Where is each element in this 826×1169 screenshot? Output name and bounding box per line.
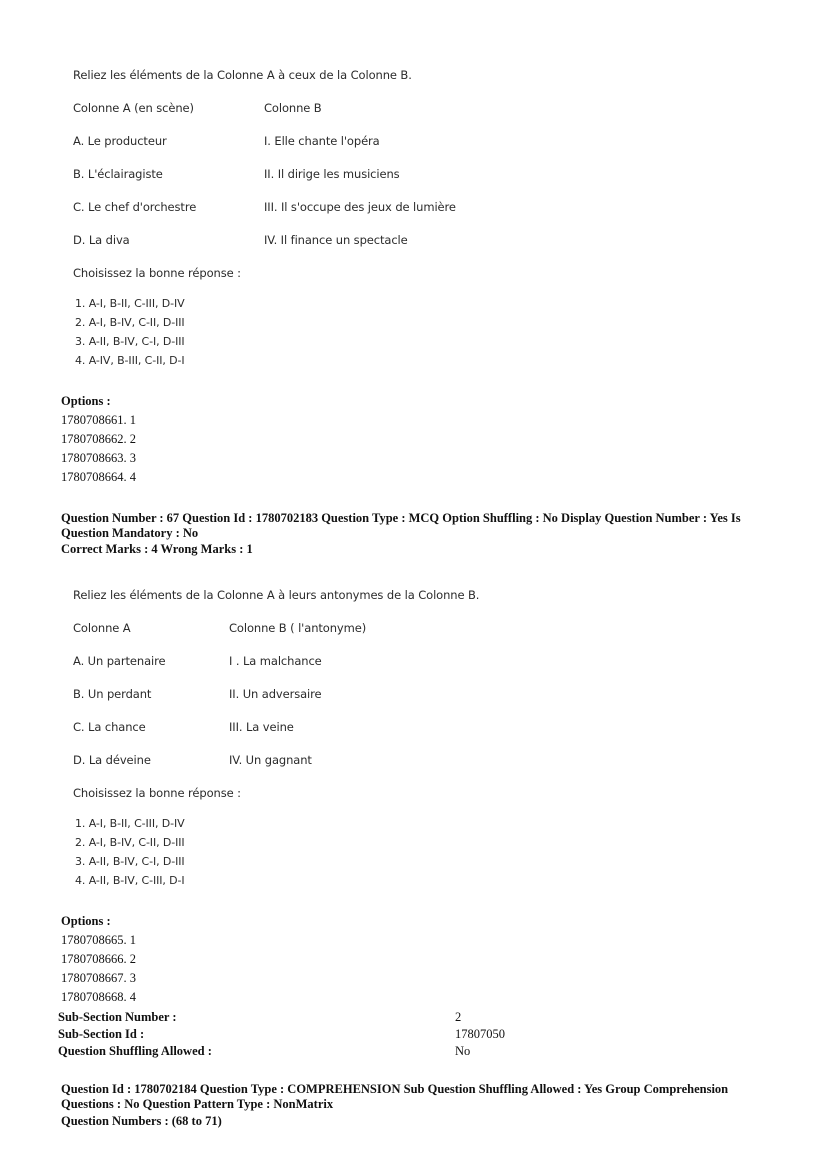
q67-choice: 4. A-II, B-IV, C-III, D-I — [75, 874, 185, 887]
q67-row-a: C. La chance — [73, 720, 146, 734]
q66-col-a-header: Colonne A (en scène) — [73, 101, 194, 115]
q66-option: 1780708664. 4 — [61, 470, 136, 484]
q66-options-label: Options : — [61, 394, 111, 408]
q66-row-b: II. Il dirige les musiciens — [264, 167, 400, 181]
q66-row-b: III. Il s'occupe des jeux de lumière — [264, 200, 456, 214]
q67-option: 1780708665. 1 — [61, 933, 136, 947]
subsection-id-value: 17807050 — [455, 1027, 505, 1041]
q66-choice: 3. A-II, B-IV, C-I, D-III — [75, 335, 185, 348]
q67-choice: 2. A-I, B-IV, C-II, D-III — [75, 836, 185, 849]
q67-meta-line2: Question Mandatory : No — [61, 526, 199, 540]
q67-option: 1780708667. 3 — [61, 971, 136, 985]
q67-meta-line1: Question Number : 67 Question Id : 1780702183 Question Type : MCQ Option Shuffling : No Display Question Number : Yes Is — [61, 511, 741, 525]
comprehension-line2: Questions : No Question Pattern Type : NonMatrix — [61, 1097, 334, 1111]
q66-row-a: C. Le chef d'orchestre — [73, 200, 197, 214]
q67-row-b: II. Un adversaire — [229, 687, 322, 701]
q67-instruction: Reliez les éléments de la Colonne A à leurs antonymes de la Colonne B. — [73, 588, 480, 602]
comprehension-line1: Question Id : 1780702184 Question Type : COMPREHENSION Sub Question Shuffling Allowed : Yes Group Comprehension — [61, 1082, 729, 1096]
q67-choice: 3. A-II, B-IV, C-I, D-III — [75, 855, 185, 868]
q66-choice: 1. A-I, B-II, C-III, D-IV — [75, 297, 185, 310]
q67-row-b: III. La veine — [229, 720, 294, 734]
subsection-id-label: Sub-Section Id : — [58, 1027, 145, 1041]
q66-instruction: Reliez les éléments de la Colonne A à ceux de la Colonne B. — [73, 68, 412, 82]
q66-row-a: D. La diva — [73, 233, 130, 247]
q67-row-a: B. Un perdant — [73, 687, 152, 701]
q66-choose-prompt: Choisissez la bonne réponse : — [73, 266, 241, 280]
q66-row-b: I. Elle chante l'opéra — [264, 134, 380, 148]
q67-row-a: D. La déveine — [73, 753, 151, 767]
question-shuffling-value: No — [455, 1044, 471, 1058]
q67-row-b: I . La malchance — [229, 654, 322, 668]
q67-col-a-header: Colonne A — [73, 621, 131, 635]
q67-meta-line3: Correct Marks : 4 Wrong Marks : 1 — [61, 542, 253, 556]
q67-choice: 1. A-I, B-II, C-III, D-IV — [75, 817, 185, 830]
subsection-number-value: 2 — [455, 1010, 462, 1024]
q67-option: 1780708668. 4 — [61, 990, 136, 1004]
q67-row-b: IV. Un gagnant — [229, 753, 312, 767]
q67-col-b-header: Colonne B ( l'antonyme) — [229, 621, 367, 635]
q66-option: 1780708663. 3 — [61, 451, 136, 465]
q66-choice: 2. A-I, B-IV, C-II, D-III — [75, 316, 185, 329]
q67-row-a: A. Un partenaire — [73, 654, 166, 668]
q67-choose-prompt: Choisissez la bonne réponse : — [73, 786, 241, 800]
q66-option: 1780708661. 1 — [61, 413, 136, 427]
q66-option: 1780708662. 2 — [61, 432, 136, 446]
q66-choice: 4. A-IV, B-III, C-II, D-I — [75, 354, 185, 367]
q66-row-a: A. Le producteur — [73, 134, 167, 148]
subsection-number-label: Sub-Section Number : — [58, 1010, 177, 1024]
q67-option: 1780708666. 2 — [61, 952, 136, 966]
question-shuffling-label: Question Shuffling Allowed : — [58, 1044, 212, 1058]
q66-col-b-header: Colonne B — [264, 101, 322, 115]
q67-options-label: Options : — [61, 914, 111, 928]
q66-row-a: B. L'éclairagiste — [73, 167, 163, 181]
comprehension-line3: Question Numbers : (68 to 71) — [61, 1114, 222, 1128]
q66-row-b: IV. Il finance un spectacle — [264, 233, 408, 247]
